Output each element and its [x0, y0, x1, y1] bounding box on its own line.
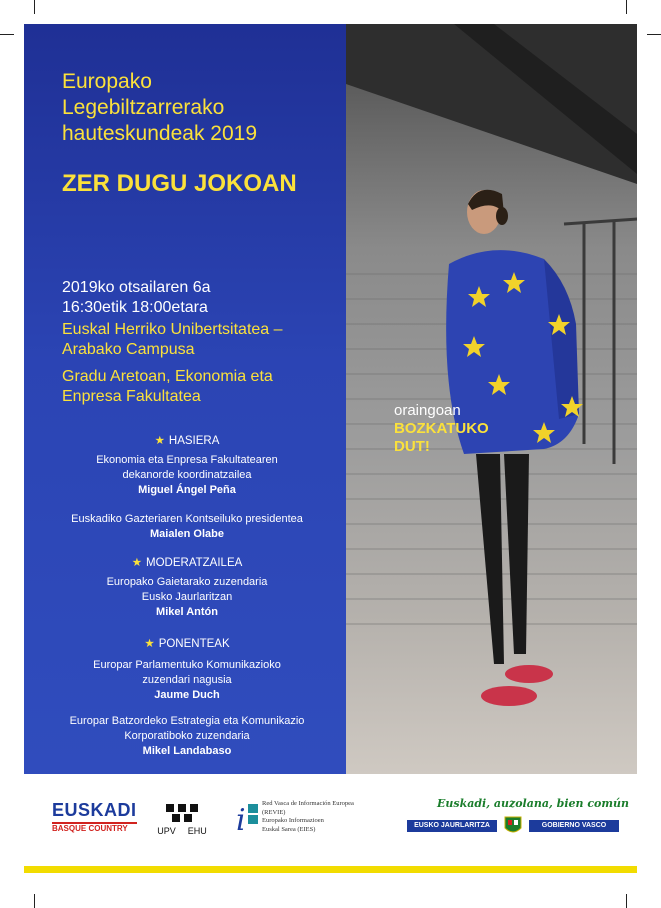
title-line: hauteskundeak 2019 [62, 122, 257, 145]
star-icon: ★ [154, 435, 165, 447]
star-icon: ★ [144, 638, 155, 650]
event-room [62, 367, 273, 407]
time-line: 16:30etik 18:00etara [62, 299, 208, 316]
date-line: 2019ko otsailaren 6a [62, 279, 211, 296]
slogan: oraingoan BOZKATUKO DUT! [394, 402, 489, 455]
gov-slogan: Euskadi, auzolana, bien común [437, 797, 630, 810]
program-entry: Europar Batzordeko Estrategia eta Komunikazio Korporatiboko zuzendaria Mikel Landabaso [62, 714, 312, 759]
room-line: Enpresa Fakultatea [62, 388, 201, 405]
section-heading-moderatzailea: ★ MODERATZAILEA [131, 557, 243, 569]
gov-shield-icon [503, 816, 523, 836]
speaker-name: Jaume Duch [154, 689, 220, 701]
crop-mark [34, 0, 35, 14]
speaker-name: Mikel Antón [156, 606, 218, 618]
event-datetime [62, 278, 211, 318]
crop-mark [34, 894, 35, 908]
speaker-name: Miguel Ángel Peña [138, 484, 236, 496]
euskadi-logo: EUSKADI BASQUE COUNTRY [52, 800, 137, 833]
room-line: Gradu Aretoan, Ekonomia eta [62, 368, 273, 385]
section-heading-ponenteak: ★ PONENTEAK [144, 638, 230, 650]
event-title [62, 69, 257, 147]
program-entry: Ekonomia eta Enpresa Fakultatearen dekanorde koordinatzailea Miguel Ángel Peña [62, 453, 312, 498]
speaker-name: Mikel Landabaso [142, 745, 232, 757]
event-subtitle: ZER DUGU JOKOAN [62, 170, 297, 197]
title-line: Legebiltzarrerako [62, 96, 225, 119]
revie-logo [236, 800, 260, 841]
crop-mark [626, 894, 627, 908]
program-entry: Euskadiko Gazteriaren Kontseiluko presidentea Maialen Olabe [62, 512, 312, 542]
poster [24, 24, 637, 774]
program-entry: Europako Gaietarako zuzendaria Eusko Jaurlaritzan Mikel Antón [62, 575, 312, 620]
event-place [62, 320, 283, 360]
gov-logo: EUSKO JAURLARITZA GOBIERNO VASCO [407, 820, 622, 832]
svg-text:i: i [236, 803, 246, 836]
title-line: Europako [62, 70, 152, 93]
crop-mark [0, 34, 14, 35]
crop-mark [626, 0, 627, 14]
place-line: Arabako Campusa [62, 341, 195, 358]
speaker-name: Maialen Olabe [150, 528, 224, 540]
program-entry: Europar Parlamentuko Komunikazioko zuzendari nagusia Jaume Duch [62, 658, 312, 703]
upv-ehu-emblem-icon [164, 802, 200, 824]
upv-ehu-logo: UPV EHU [152, 796, 212, 836]
section-heading-hasiera: ★ HASIERA [154, 435, 220, 447]
revie-text: Red Vasca de Información Europea (REVIE) Europako Informazioen Euskal Sarea (EIES) [262, 800, 354, 833]
revie-emblem-icon [236, 800, 260, 836]
place-line: Euskal Herriko Unibertsitatea – [62, 321, 283, 338]
star-icon: ★ [131, 557, 143, 569]
crop-mark [647, 34, 661, 35]
footer-yellow-bar [24, 866, 637, 873]
